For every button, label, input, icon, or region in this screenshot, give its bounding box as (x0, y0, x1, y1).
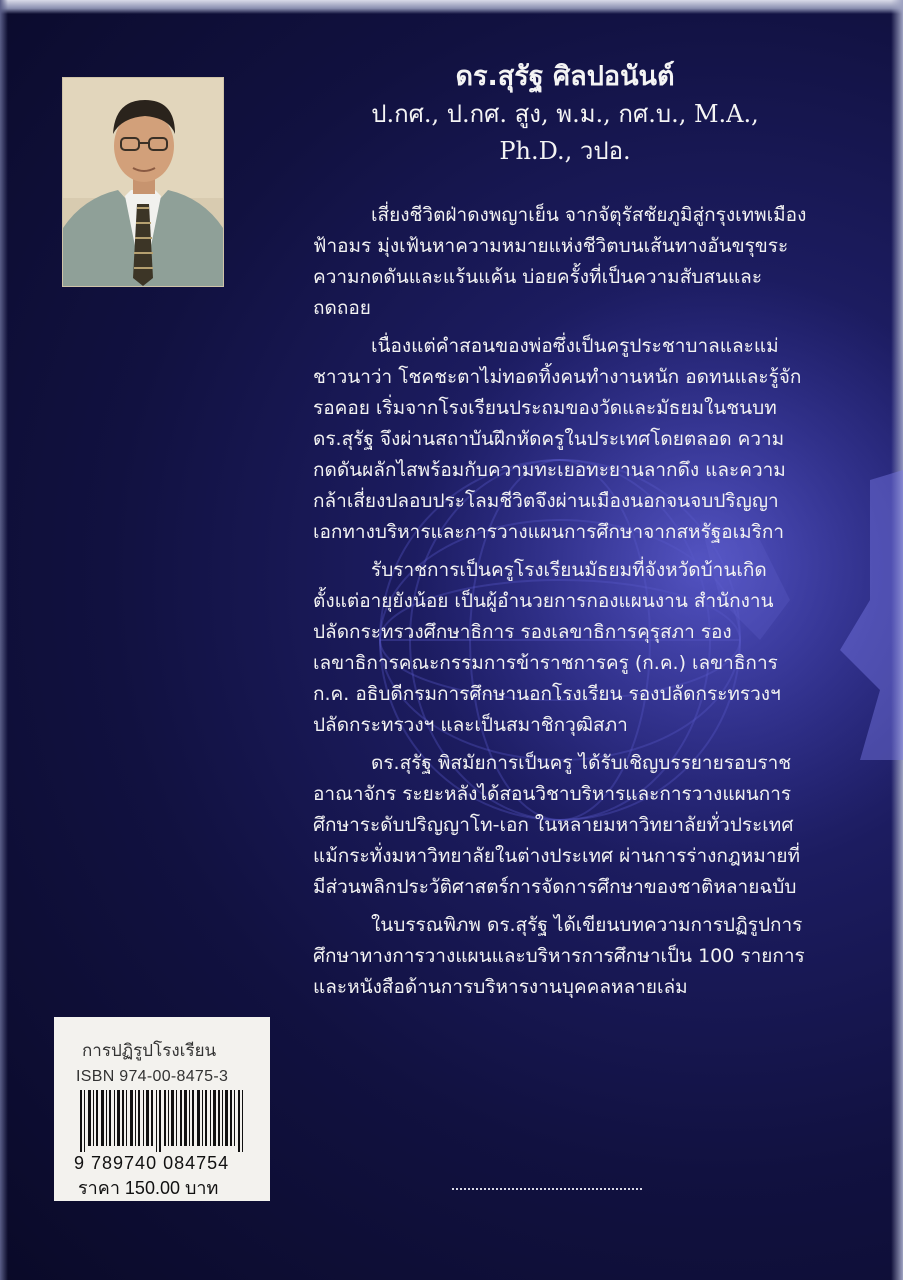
biography-paragraph-1: เสี่ยงชีวิตฝ่าดงพญาเย็น จากจัตุรัสชัยภูมิสู่กรุงเทพเมืองฟ้าอมร มุ่งเฟ้นหาความหมายแห่งชีวิตบนเส้นทางอันขรุขระ ความกดดันและแร้นแค้น บ่อยครั้งที่เป็นความสับสนและถดถอย (313, 204, 807, 319)
book-title: การปฏิรูปโรงเรียน (82, 1041, 217, 1060)
author-header (330, 58, 800, 170)
author-biography (313, 200, 808, 1010)
author-photo (62, 77, 224, 287)
biography-paragraph-2: เนื่องแต่คำสอนของพ่อซึ่งเป็นครูประชาบาลและแม่ชาวนาว่า โชคชะตาไม่ทอดทิ้งคนทำงานหนัก อดทนและรู้จักรอคอย เริ่มจากโรงเรียนประถมของวัดและมัธยมในชนบท ดร.สุรัฐ จึงผ่านสถาบันฝึกหัดครูในประเทศโดยตลอด ความกดดันผลักไสพร้อมกับความทะเยอทะยานลากดึง และความกล้าเสี่ยงปลอบประโลมชีวิตจึงผ่านเมืองนอกจนจบปริญญาเอกทางบริหารและการวางแผนการศึกษาจากสหรัฐอเมริกา (313, 335, 802, 543)
biography-paragraph-4: ดร.สุรัฐ พิสมัยการเป็นครู ได้รับเชิญบรรยายรอบราชอาณาจักร ระยะหลังได้สอนวิชาบริหารและการวางแผนการศึกษาระดับปริญญาโท-เอก ในหลายมหาวิทยาลัยทั่วประเทศ แม้กระทั่งมหาวิทยาลัยในต่างประเทศ ผ่านการร่างกฎหมายที่มีส่วนพลิกประวัติศาสตร์การจัดการศึกษาของชาติหลายฉบับ (313, 752, 801, 898)
barcode-digits: 9 789740 084754 (74, 1153, 230, 1173)
author-degrees-line-1: ป.กศ., ป.กศ. สูง, พ.ม., กศ.บ., M.A., (371, 100, 759, 128)
isbn-number: ISBN 974-00-8475-3 (76, 1068, 229, 1085)
author-name: ดร.สุรัฐ ศิลปอนันต์ (455, 61, 675, 92)
biography-paragraph-5: ในบรรณพิภพ ดร.สุรัฐ ได้เขียนบทความการปฏิรูปการศึกษาทางการวางแผนและบริหารการศึกษาเป็น 100 รายการ และหนังสือด้านการบริหารงานบุคคลหลายเล่ม (313, 914, 805, 998)
dotted-divider (452, 1188, 642, 1190)
price-label: ราคา 150.00 บาท (78, 1178, 219, 1198)
author-degrees-line-2: Ph.D., วปอ. (499, 137, 631, 165)
biography-paragraph-3: รับราชการเป็นครูโรงเรียนมัธยมที่จังหวัดบ้านเกิดตั้งแต่อายุยังน้อย เป็นผู้อำนวยการกองแผนงาน สำนักงานปลัดกระทรวงศึกษาธิการ รองเลขาธิการคุรุสภา รองเลขาธิการคณะกรรมการข้าราชการครู (ก.ค.) เลขาธิการ ก.ค. อธิบดีกรมการศึกษานอกโรงเรียน รองปลัดกระทรวงฯ ปลัดกระทรวงฯ และเป็นสมาชิกวุฒิสภา (313, 559, 781, 736)
barcode-label (54, 1017, 270, 1201)
barcode-icon (80, 1090, 246, 1152)
